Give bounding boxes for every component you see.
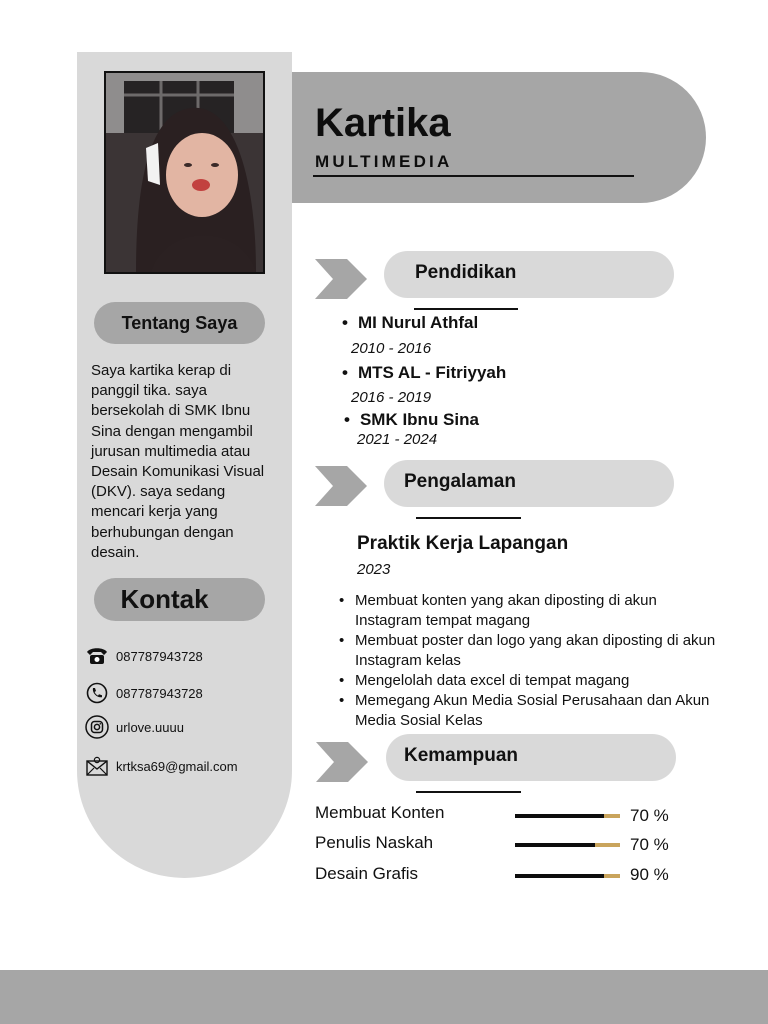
chevron-right-icon	[316, 742, 368, 782]
telephone-icon	[84, 643, 110, 669]
contact-phone[interactable]: 087787943728	[116, 685, 203, 701]
skills-heading-pill	[386, 734, 676, 781]
skill-bar	[515, 814, 620, 818]
list-item: • Membuat poster dan logo yang akan diposting di akun Instagram kelas	[337, 631, 717, 671]
skill-bar	[515, 874, 620, 878]
header-divider	[313, 175, 634, 177]
phone-circle-icon	[84, 680, 110, 706]
footer-band	[0, 970, 768, 1024]
skill-bar	[515, 843, 620, 847]
about-text: Saya kartika kerap di panggil tika. saya bersekolah di SMK Ibnu Sina dengan mengambil jurusan multimedia atau Desain Komunikasi Visual (DKV). saya sedang mencari kerja yang berhubungan dengan desain.	[91, 362, 265, 561]
list-item: • Membuat konten yang akan diposting di akun Instagram tempat magang	[337, 591, 717, 631]
instagram-icon	[84, 714, 110, 740]
list-item: • Mengelolah data excel di tempat magang	[337, 671, 717, 691]
contact-telephone[interactable]: 087787943728	[116, 648, 203, 664]
contact-row-phone	[84, 680, 203, 706]
profile-photo	[104, 71, 265, 274]
role-subtitle: MULTIMEDIA	[315, 152, 453, 171]
education-years: 2021 - 2024	[357, 431, 438, 448]
education-divider	[414, 308, 518, 310]
name-title: Kartika	[315, 101, 451, 145]
chevron-right-icon	[315, 259, 367, 299]
skills-divider	[416, 791, 521, 793]
education-heading-pill	[384, 251, 674, 298]
skill-name: Penulis Naskah	[315, 833, 434, 852]
skill-bar-fill	[515, 814, 604, 818]
skill-percent: 70 %	[630, 806, 669, 825]
contact-row-telephone	[84, 643, 203, 669]
experience-heading: Pengalaman	[404, 471, 516, 492]
skill-bar-fill	[515, 843, 595, 847]
email-icon	[84, 753, 110, 779]
skill-percent: 90 %	[630, 865, 669, 884]
experience-divider	[416, 517, 521, 519]
contact-email[interactable]: krtksa69@gmail.com	[116, 758, 238, 774]
about-heading: Tentang Saya	[121, 313, 238, 333]
list-item: • Memegang Akun Media Sosial Perusahaan dan Akun Media Sosial Kelas	[337, 691, 717, 731]
experience-job-title: Praktik Kerja Lapangan	[357, 533, 569, 554]
experience-year: 2023	[357, 561, 391, 578]
education-years: 2016 - 2019	[351, 389, 432, 406]
experience-list	[337, 591, 717, 731]
contact-row-instagram	[84, 714, 184, 740]
contact-row-email	[84, 753, 238, 779]
chevron-right-icon	[315, 466, 367, 506]
skill-name: Desain Grafis	[315, 864, 418, 883]
contact-heading: Kontak	[120, 584, 209, 614]
experience-heading-pill	[384, 460, 674, 507]
education-school: • MTS AL - Fitriyyah	[342, 363, 506, 383]
contact-instagram[interactable]: urlove.uuuu	[116, 719, 184, 735]
skill-bar-fill	[515, 874, 604, 878]
education-years: 2010 - 2016	[351, 340, 432, 357]
contact-heading-pill	[94, 578, 265, 621]
about-heading-pill	[94, 302, 265, 344]
skill-percent: 70 %	[630, 835, 669, 854]
education-school: • MI Nurul Athfal	[342, 313, 478, 333]
skill-name: Membuat Konten	[315, 803, 445, 822]
education-school: • SMK Ibnu Sina	[344, 410, 479, 430]
skills-heading: Kemampuan	[404, 745, 519, 766]
education-heading: Pendidikan	[415, 262, 517, 283]
